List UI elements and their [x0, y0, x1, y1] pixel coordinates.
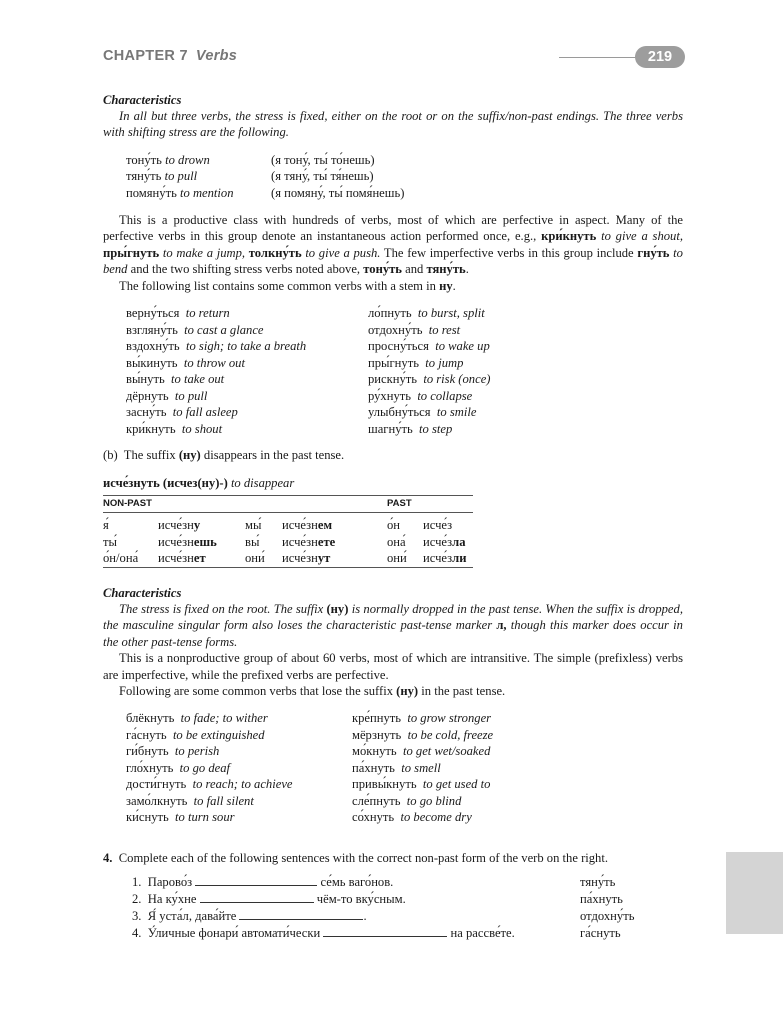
verb-gloss: to cast a glance: [184, 322, 264, 337]
form-stem: исче́з: [423, 534, 453, 549]
list-item: [126, 371, 306, 388]
table-row: [103, 517, 473, 534]
verb-gloss: to fall asleep: [172, 405, 238, 419]
verb-form: [158, 550, 245, 567]
header-past: PAST: [387, 496, 473, 513]
verb-russian: со́хнуть: [352, 810, 395, 824]
subsection-b: [103, 447, 344, 463]
verb-form: [282, 534, 387, 551]
verb-gloss: to rest: [428, 322, 461, 337]
list-item: [126, 355, 306, 372]
verb-russian: вздохну́ть: [126, 339, 180, 353]
verb-form: [423, 517, 473, 534]
lose-nu-verb-list: [126, 710, 686, 830]
verb-example: кри́кнуть: [541, 229, 597, 244]
exercise-instruction: [103, 850, 703, 866]
list-item: [126, 322, 306, 339]
verb-example: тяну́ть: [426, 262, 466, 277]
list-item: [352, 743, 493, 760]
verb-russian: вы́нуть: [126, 372, 165, 386]
text: and the two shifting stress verbs noted above,: [130, 262, 361, 277]
exercise-item: [132, 874, 692, 891]
running-head: [103, 48, 237, 64]
list-item: [368, 338, 490, 355]
suffix: (ну): [326, 602, 349, 616]
verb-russian: ги́бнуть: [126, 744, 169, 758]
form-stem: исче́зн: [282, 534, 318, 549]
pronoun: они́: [245, 550, 282, 567]
item-text: На ку́хне: [147, 892, 197, 906]
list-item: [126, 710, 293, 727]
verb-form: [423, 550, 473, 567]
verb-gloss: to smile: [436, 405, 477, 419]
verb-gloss: to take out: [171, 372, 225, 386]
paragraph-text: This is a productive class with hundreds of verbs, most of which are perfective in aspect. Many of the perfective verbs in this group denote an instantaneous action performed once, e.g., кри́кнуть to give a shout, пры́гнуть to make a jump, толкну́ть to give a push. The few imperfective verbs in this group include гну́ть to bend and the two shifting stress verbs noted above, тону́ть and тяну́ть.: [103, 213, 683, 277]
verb-gloss: to give a shout,: [601, 229, 683, 244]
verb-gloss: to perish: [174, 744, 220, 758]
verb-russian: верну́ться: [126, 306, 180, 320]
verb-russian: тону́ть: [126, 153, 162, 167]
list-item: [126, 793, 293, 810]
verb-infinitive: исче́знуть: [103, 476, 160, 490]
marker: л,: [496, 618, 507, 633]
item-text: У́личные фонари́ автомати́чески: [147, 926, 321, 940]
verb-gloss: to collapse: [417, 388, 473, 403]
exercise-item: [132, 891, 692, 908]
pronoun: о́н/она́: [103, 550, 158, 567]
list-item: [368, 322, 490, 339]
item-number: 4.: [132, 926, 142, 940]
verb-russian: сле́пнуть: [352, 793, 401, 808]
verb-gloss: to jump: [425, 355, 464, 370]
verb-gloss: to be extinguished: [172, 727, 265, 742]
list-item: [368, 388, 490, 405]
text: disappears in the past tense.: [203, 448, 345, 462]
answer-blank[interactable]: [200, 891, 314, 903]
item-verb: па́хнуть: [580, 892, 623, 906]
list-item: [126, 743, 293, 760]
form-ending: у: [193, 518, 201, 533]
subsection-label: (b): [103, 448, 118, 462]
verb-form: [423, 534, 473, 551]
verb-russian: привы́кнуть: [352, 777, 417, 791]
header-nonpast: NON-PAST: [103, 496, 387, 513]
shifting-stress-list: [126, 152, 526, 201]
list-item: [126, 727, 293, 744]
paragraph-text: The following list contains some common verbs with a stem in ну.: [119, 278, 456, 293]
exercise-item: [132, 908, 692, 925]
verb-russian: га́снуть: [126, 727, 167, 742]
pronoun: ты́: [103, 534, 117, 549]
verb-russian: ки́снуть: [126, 810, 169, 824]
text: is normally dropped in the past tense. When the suffix is dropped, the masculine singular form also loses the characteristic past-tense marker: [103, 602, 683, 633]
header-rule: [559, 57, 643, 58]
verb-gloss: to pull: [174, 388, 208, 403]
form-ending: ем: [317, 518, 333, 533]
verb-gloss: to reach; to achieve: [192, 777, 293, 791]
verb-stem: (исчез(ну)-): [162, 476, 228, 490]
item-verb: га́снуть: [580, 926, 621, 940]
verb-russian: кри́кнуть: [126, 421, 176, 436]
list-column-left: [126, 710, 293, 826]
item-text: чём-то вку́сным.: [316, 892, 406, 906]
list-item: [352, 793, 493, 810]
exercise-text: Complete each of the following sentences with the correct non-past form of the verb on the right.: [118, 851, 609, 865]
section-heading: Characteristics: [103, 586, 182, 600]
text: The few imperfective verbs in this group include: [383, 245, 634, 260]
verb-russian: рискну́ть: [368, 372, 418, 386]
verb-forms: (я помяну́, ты́ помя́нешь): [271, 185, 405, 200]
pronoun: мы́: [245, 518, 262, 533]
model-verb: [103, 475, 294, 491]
verb-gloss: to make a jump,: [162, 245, 246, 260]
exercise-item: [132, 925, 692, 942]
pronoun: она́: [387, 534, 406, 549]
page-number: 219: [635, 46, 685, 68]
verb-gloss: to step: [419, 421, 453, 436]
verb-form: [158, 534, 245, 551]
form-ending: ут: [317, 551, 331, 566]
item-text: се́мь ваго́нов.: [320, 875, 394, 889]
list-item: [126, 809, 293, 826]
section-heading: Characteristics: [103, 93, 182, 107]
form-ending: ла: [452, 534, 466, 549]
list-item: [352, 809, 493, 826]
verb-gloss: to bend: [103, 245, 683, 277]
verb-russian: замо́лкнуть: [126, 793, 188, 808]
list-item: [126, 168, 526, 184]
verb-russian: мо́кнуть: [352, 744, 397, 758]
list-item: [368, 355, 490, 372]
verb-gloss: to get used to: [422, 777, 491, 791]
table-row: [103, 534, 473, 551]
form-ending: ли: [452, 551, 467, 566]
verb-gloss: to throw out: [183, 355, 245, 370]
list-column-right: [352, 710, 493, 826]
item-text: .: [363, 909, 367, 923]
text: though this marker does occur in the other past-tense forms.: [103, 618, 683, 649]
page-edge-tab: [726, 852, 783, 934]
productive-class-paragraph: [103, 212, 683, 294]
verb-gloss: to pull: [164, 169, 198, 184]
verb-gloss: to go blind: [406, 793, 462, 808]
form-ending: ешь: [193, 534, 217, 549]
verb-gloss: to wake up: [435, 339, 490, 353]
exercise-number: 4.: [103, 851, 113, 865]
verb-gloss: to mention: [180, 185, 234, 200]
suffix: (ну): [178, 448, 201, 462]
verb-example: гну́ть: [637, 245, 670, 260]
answer-blank[interactable]: [195, 874, 317, 886]
pronoun: они́: [387, 550, 423, 567]
verb-russian: пры́гнуть: [368, 355, 419, 370]
verb-russian: гло́хнуть: [126, 760, 174, 775]
verb-gloss: to get wet/soaked: [402, 744, 491, 758]
characteristics-description: [103, 601, 683, 699]
list-item: [126, 305, 306, 322]
description-text: In all but three verbs, the stress is fixed, either on the root or on the suffix/non-past endings. The three verbs with shifting stress are the following.: [103, 109, 683, 140]
verb-russian: отдохну́ть: [368, 322, 423, 337]
verb-gloss: to burst, split: [417, 306, 485, 320]
list-item: [352, 710, 493, 727]
suffix: (ну): [396, 684, 419, 699]
table-header: [103, 496, 473, 513]
verb-gloss: to sigh; to take a breath: [185, 339, 307, 353]
list-item: [126, 338, 306, 355]
table-row: [103, 550, 473, 567]
nu-verb-list: [126, 305, 686, 440]
verb-russian: дости́гнуть: [126, 777, 187, 791]
verb-russian: па́хнуть: [352, 760, 395, 775]
chapter-title: Verbs: [195, 48, 238, 64]
verb-gloss: to return: [185, 306, 230, 320]
list-item: [352, 727, 493, 744]
stem: ну: [439, 278, 453, 293]
verb-gloss: to fade; to wither: [180, 711, 268, 725]
paragraph-text: [103, 683, 683, 699]
characteristics-description: [103, 108, 683, 141]
text: The suffix: [123, 448, 176, 462]
verb-russian: вы́кинуть: [126, 355, 178, 370]
page-header: [103, 46, 683, 70]
form-stem: исче́зн: [282, 518, 318, 533]
verb-russian: тяну́ть: [126, 169, 162, 184]
pronoun: о́н: [387, 518, 401, 533]
list-item: [126, 421, 306, 438]
form-ending: ет: [193, 551, 206, 566]
exercise-items: [132, 874, 692, 944]
verb-example: пры́гнуть: [103, 245, 160, 260]
verb-russian: просну́ться: [368, 339, 429, 353]
description-text: [103, 601, 683, 650]
text: This is a productive class with hundreds of verbs, most of which are perfective in aspect. Many of the perfective verbs in this group denote an instantaneous action performed once, e.g.,: [103, 213, 683, 244]
verb-gloss: to shout: [181, 421, 223, 436]
verb-russian: ру́хнуть: [368, 388, 412, 403]
paragraph-text: This is a nonproductive group of about 60 verbs, most of which are intransitive. The simple (prefixless) verbs are imperfective, while the prefixed verbs are perfective.: [103, 651, 683, 682]
verb-russian: блёкнуть: [126, 711, 175, 725]
list-item: [352, 760, 493, 777]
verb-gloss: to smell: [401, 760, 441, 775]
verb-russian: ло́пнуть: [368, 306, 412, 320]
list-column-left: [126, 305, 306, 437]
verb-gloss: to go deaf: [179, 760, 231, 775]
text: in the past tense.: [421, 684, 506, 699]
verb-russian: засну́ть: [126, 405, 167, 419]
item-number: 1.: [132, 875, 142, 889]
item-number: 3.: [132, 909, 142, 923]
pronoun: вы́: [245, 534, 260, 549]
verb-example: тону́ть: [363, 262, 402, 277]
form-ending: ете: [317, 534, 336, 549]
verb-gloss: to grow stronger: [407, 711, 492, 725]
list-item: [126, 388, 306, 405]
verb-form: [158, 517, 245, 534]
verb-gloss: to give a push.: [305, 245, 381, 260]
verb-gloss: to risk (once): [423, 372, 491, 386]
verb-russian: шагну́ть: [368, 421, 413, 436]
verb-russian: кре́пнуть: [352, 711, 402, 725]
form-stem: исче́з: [423, 551, 453, 566]
verb-example: толкну́ть: [248, 245, 302, 260]
verb-gloss: to disappear: [230, 476, 295, 490]
text: Following are some common verbs that lose the suffix: [119, 684, 393, 699]
verb-forms: (я тяну́, ты́ тя́нешь): [271, 169, 374, 184]
chapter-label: CHAPTER 7: [103, 48, 188, 64]
list-item: [126, 760, 293, 777]
text: The stress is fixed on the root. The suffix: [119, 602, 324, 616]
answer-blank[interactable]: [323, 925, 447, 937]
verb-russian: мёрзнуть: [352, 727, 402, 742]
verb-gloss: to drown: [165, 153, 210, 167]
form-stem: исче́зн: [158, 534, 194, 549]
form-stem: исче́зн: [158, 551, 194, 566]
conjugation-table: [103, 495, 473, 568]
text: The following list contains some common verbs with a stem in: [119, 278, 436, 293]
form-stem: исче́зн: [158, 518, 194, 533]
answer-blank[interactable]: [239, 908, 363, 920]
verb-form: [282, 517, 387, 534]
list-item: [126, 776, 293, 793]
list-item: [126, 152, 526, 168]
verb-russian: взгляну́ть: [126, 322, 178, 337]
verb-gloss: to turn sour: [175, 810, 235, 824]
list-item: [368, 305, 490, 322]
item-text: Парово́з: [147, 875, 193, 889]
verb-russian: дёрнуть: [126, 388, 169, 403]
verb-russian: улыбну́ться: [368, 405, 431, 419]
list-item: [352, 776, 493, 793]
verb-gloss: to be cold, freeze: [407, 727, 494, 742]
list-item: [126, 404, 306, 421]
list-item: [368, 371, 490, 388]
item-text: на рассве́те.: [450, 926, 515, 940]
form-stem: исче́з: [423, 518, 453, 533]
list-item: [368, 421, 490, 438]
item-text: Я́ уста́л, дава́йте: [147, 909, 237, 923]
verb-russian: помяну́ть: [126, 185, 177, 200]
verb-gloss: to become dry: [400, 810, 472, 824]
verb-form: [282, 550, 387, 567]
item-verb: тяну́ть: [580, 875, 616, 889]
list-column-right: [368, 305, 490, 437]
list-item: [368, 404, 490, 421]
verb-gloss: to fall silent: [193, 793, 254, 808]
text: and: [405, 262, 424, 277]
pronoun: я́: [103, 518, 109, 533]
form-stem: исче́зн: [282, 551, 318, 566]
item-verb: отдохну́ть: [580, 909, 635, 923]
item-number: 2.: [132, 892, 142, 906]
verb-forms: (я тону́, ты́ то́нешь): [271, 153, 375, 167]
list-item: [126, 185, 526, 201]
